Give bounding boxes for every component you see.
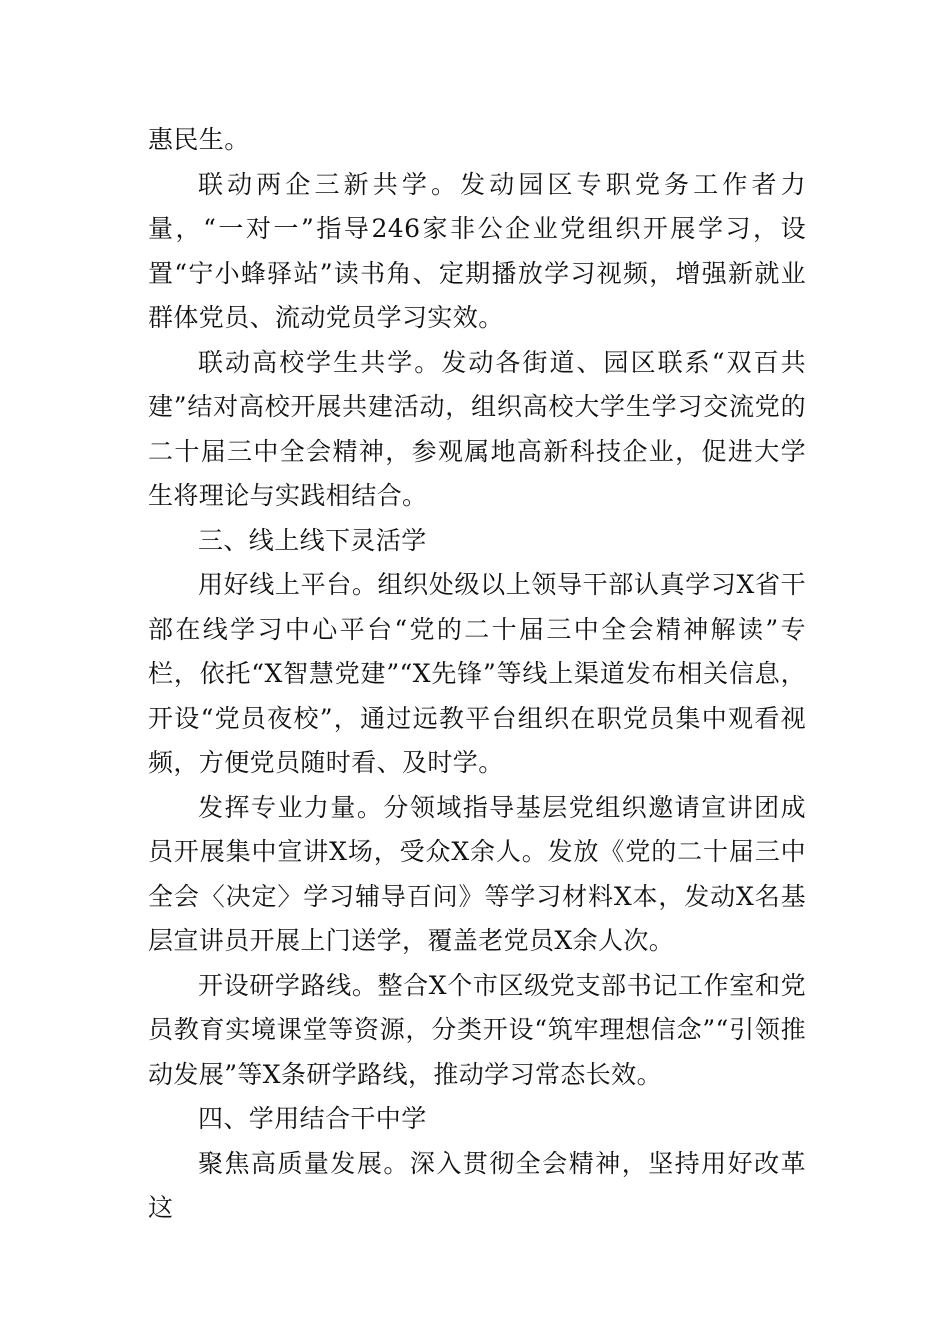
paragraph-kaishe-yanxue: 开设研学路线。整合X个市区级党支部书记工作室和党员教育实境课堂等资源，分类开设“筑牢理想信念”“引领推动发展”等X条研学路线，推动学习常态长效。 — [148, 970, 806, 1089]
section-heading-four: 四、学用结合干中学 — [198, 1104, 427, 1133]
paragraph-huiminsheng: 惠民生。 — [148, 125, 250, 154]
paragraph-liandong-liangqi-sanxin: 联动两企三新共学。发动园区专职党务工作者力量，“一对一”指导246家非公企业党组织开展学习，设置“宁小蜂驿站”读书角、定期播放学习视频，增强新就业群体党员、流动党员学习实效。 — [148, 169, 806, 332]
paragraph-liandong-gaoxiao: 联动高校学生共学。发动各街道、园区联系“双百共建”结对高校开展共建活动，组织高校大学生学习交流党的二十届三中全会精神，参观属地高新科技企业，促进大学生将理论与实践相结合。 — [148, 347, 806, 510]
paragraph-jujiao-gaozhiliang: 聚焦高质量发展。深入贯彻全会精神，坚持用好改革这 — [148, 1148, 806, 1222]
document-body — [148, 118, 806, 1231]
section-heading-three: 三、线上线下灵活学 — [198, 525, 427, 555]
paragraph-fahui-zhuanye: 发挥专业力量。分领域指导基层党组织邀请宣讲团成员开展集中宣讲X场，受众X余人。发放《党的二十届三中全会〈决定〉学习辅导百问》等学习材料X本，发动X名基层宣讲员开展上门送学，覆盖老党员X余人次。 — [148, 792, 806, 955]
paragraph-yonghao-xianshang: 用好线上平台。组织处级以上领导干部认真学习X省干部在线学习中心平台“党的二十届三中全会精神解读”专栏，依托“X智慧党建”“X先锋”等线上渠道发布相关信息，开设“党员夜校”，通过远教平台组织在职党员集中观看视频，方便党员随时看、及时学。 — [148, 570, 806, 777]
